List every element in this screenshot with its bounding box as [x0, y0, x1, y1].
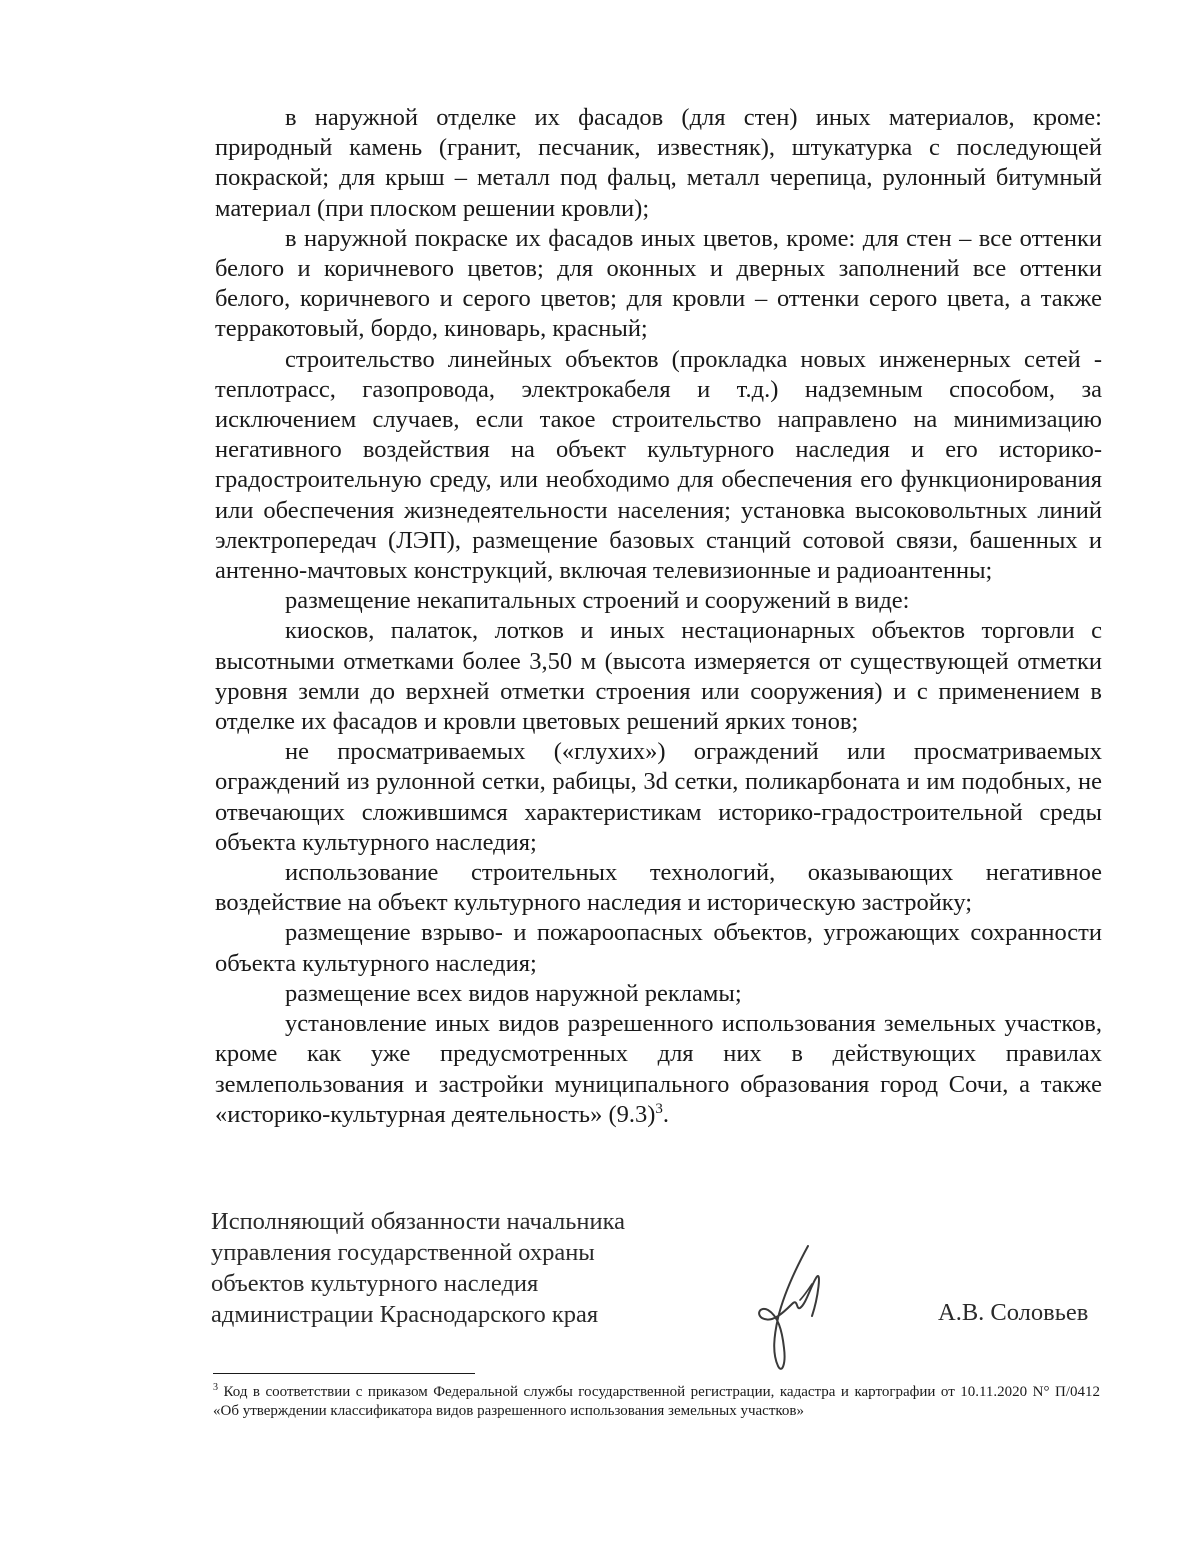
position-line: Исполняющий обязанности начальника: [211, 1208, 625, 1235]
body-paragraph: не просматриваемых («глухих») ограждений или просматриваемых ограждений из рулонной сетки, рабицы, 3d сетки, поликарбоната и им подобных, не отвечающих сложившимся характеристикам историко-градостроительной среды объекта культурного наследия;: [215, 738, 1102, 856]
last-paragraph-end: .: [662, 1100, 670, 1128]
position-line: объектов культурного наследия: [211, 1270, 539, 1297]
body-paragraph-last: [215, 1009, 1102, 1130]
body-paragraph: в наружной покраске их фасадов иных цветов, кроме: для стен – все оттенки белого и коричневого цветов; для оконных и дверных заполнений все оттенки белого, коричневого и серого цветов; для кровли – оттенки серого цвета, а также терракотовый, бордо, киноварь, красный;: [215, 224, 1102, 343]
signer-name: А.В. Соловьев: [938, 1299, 1089, 1326]
body-paragraph: размещение некапитальных строений и сооружений в виде:: [285, 587, 910, 615]
body-paragraph: киосков, палаток, лотков и иных нестационарных объектов торговли с высотными отметками более 3,50 м (высота измеряется от существующей отметки уровня земли до верхней отметки строения или сооружения) и с применением в отделке их фасадов и кровли цветовых решений ярких тонов;: [215, 617, 1102, 736]
footnote: [213, 1383, 1100, 1421]
footnote-reference: 3: [655, 1100, 663, 1117]
body-paragraph: использование строительных технологий, оказывающих негативное воздействие на объект культурного наследия и историческую застройку;: [215, 859, 1102, 917]
document-body: [215, 103, 1102, 1130]
body-paragraph: размещение взрыво- и пожароопасных объектов, угрожающих сохранности объекта культурного наследия;: [215, 919, 1102, 977]
footnote-marker: 3: [213, 1382, 218, 1393]
position-line: администрации Краснодарского края: [211, 1301, 599, 1328]
body-paragraph: в наружной отделке их фасадов (для стен) иных материалов, кроме: природный камень (гранит, песчаник, известняк), штукатурка с последующей покраской; для крыш – металл под фальц, металл черепица, рулонный битумный материал (при плоском решении кровли);: [215, 104, 1102, 222]
footnote-divider: [213, 1373, 475, 1374]
handwritten-signature: [738, 1238, 848, 1378]
last-paragraph-text: установление иных видов разрешенного использования земельных участков, кроме как уже предусмотренных для них в действующих правилах землепользования и застройки муниципального образования город Сочи, а также «историко-культурная деятельность» (9.3): [215, 1010, 1102, 1128]
signatory-position: [211, 1206, 625, 1330]
footnote-text: Код в соответствии с приказом Федеральной службы государственной регистрации, кадастра и картографии от 10.11.2020 N° П/0412 «Об утверждении классификатора видов разрешенного использования земельных участков»: [213, 1384, 1100, 1419]
position-line: управления государственной охраны: [211, 1239, 595, 1266]
body-paragraph: строительство линейных объектов (прокладка новых инженерных сетей - теплотрасс, газопровода, электрокабеля и т.д.) надземным способом, за исключением случаев, если такое строительство направлено на минимизацию негативного воздействия на объект культурного наследия и его историко-градостроительную среду, или необходимо для обеспечения его функционирования или обеспечения жизнедеятельности населения; установка высоковольтных линий электропередач (ЛЭП), размещение базовых станций сотовой связи, башенных и антенно-мачтовых конструкций, включая телевизионные и радиоантенны;: [215, 345, 1102, 585]
body-paragraph: размещение всех видов наружной рекламы;: [285, 979, 742, 1007]
